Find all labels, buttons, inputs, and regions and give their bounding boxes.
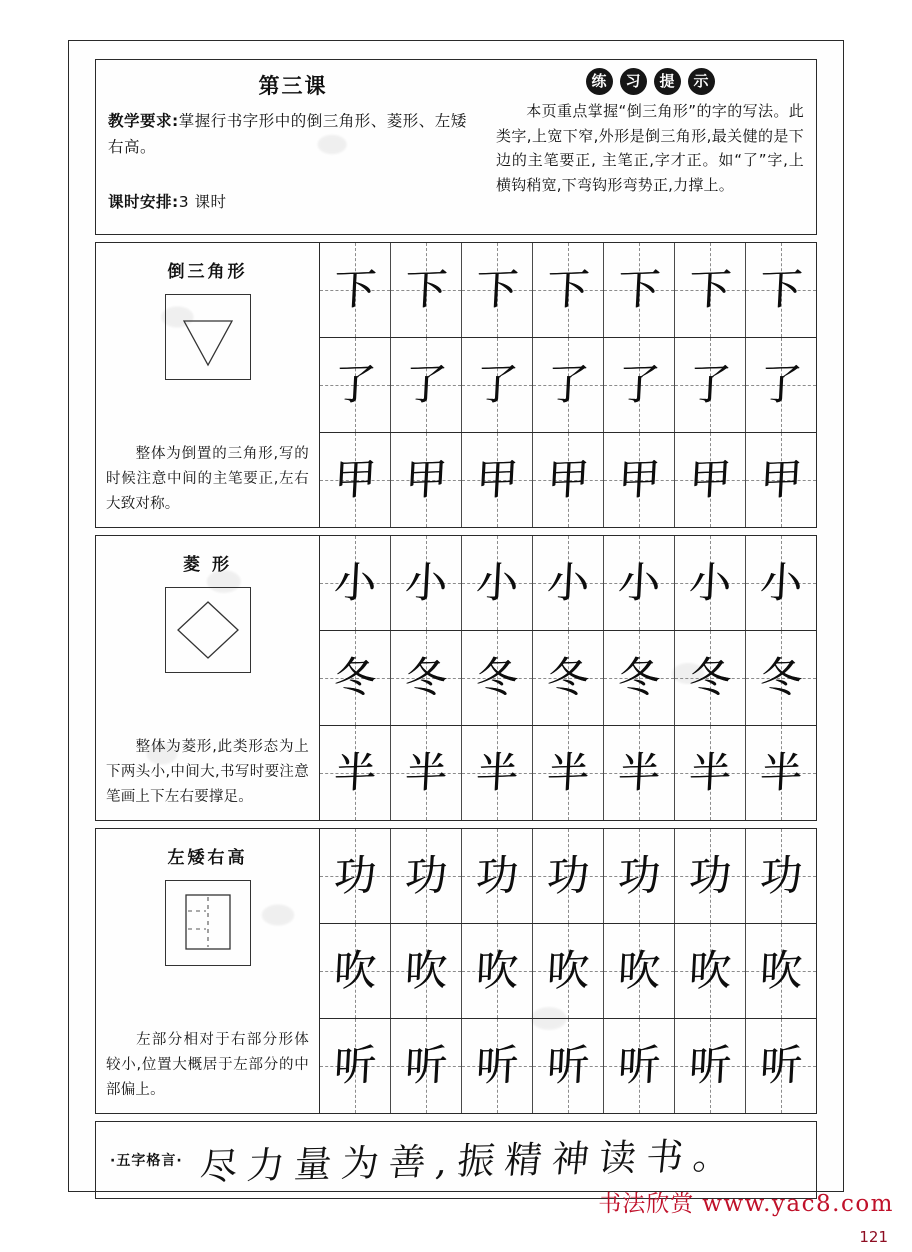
practice-tip-body: 本页重点掌握“倒三角形”的字的写法。此类字,上宽下窄,外形是倒三角形,最关健的是下边的主笔要正, 主笔正,字才正。如“了”字,上横钩稍宽,下弯钩形弯势正,力撑上。 <box>496 102 804 194</box>
practice-cell[interactable] <box>746 829 816 923</box>
practice-glyph: 听 <box>332 1040 378 1091</box>
section-2-description-text: 整体为菱形,此类形态为上下两头小,中间大,书写时要注意笔画上下左右要撑足。 <box>106 739 309 805</box>
practice-cell[interactable] <box>746 726 816 820</box>
practice-section-2 <box>95 535 817 821</box>
practice-cell[interactable] <box>391 243 462 337</box>
practice-cell[interactable] <box>533 1019 604 1113</box>
shape-diagram-left-short-right-tall <box>165 880 251 966</box>
practice-cell[interactable] <box>320 243 391 337</box>
section-1-grid <box>320 243 816 527</box>
lesson-header-right <box>488 60 816 234</box>
section-2-info <box>96 536 320 820</box>
practice-glyph: 下 <box>545 264 591 315</box>
practice-cell[interactable] <box>604 1019 675 1113</box>
practice-cell[interactable] <box>675 536 746 630</box>
practice-cell[interactable] <box>462 536 533 630</box>
practice-glyph: 吹 <box>474 945 520 996</box>
practice-glyph: 半 <box>403 747 449 798</box>
practice-glyph: 冬 <box>616 652 662 703</box>
practice-tip-badges <box>496 68 804 95</box>
practice-cell[interactable] <box>320 433 391 527</box>
practice-glyph: 吹 <box>616 945 662 996</box>
practice-cell[interactable] <box>462 924 533 1018</box>
practice-cell[interactable] <box>746 924 816 1018</box>
practice-cell[interactable] <box>533 829 604 923</box>
practice-glyph: 半 <box>474 747 520 798</box>
practice-row <box>320 924 816 1019</box>
practice-glyph: 下 <box>474 264 520 315</box>
class-schedule <box>108 190 478 212</box>
watermark-url: www.yac8.com <box>702 1191 894 1217</box>
practice-glyph: 甲 <box>403 454 449 505</box>
practice-glyph: 吹 <box>332 945 378 996</box>
practice-cell[interactable] <box>320 1019 391 1113</box>
practice-glyph: 小 <box>332 557 378 608</box>
class-schedule-text: 3 课时 <box>178 193 227 211</box>
section-3-grid <box>320 829 816 1113</box>
practice-cell[interactable] <box>391 338 462 432</box>
motto-label: ·五字格言· <box>110 1153 183 1169</box>
practice-cell[interactable] <box>391 1019 462 1113</box>
practice-cell[interactable] <box>675 631 746 725</box>
practice-cell[interactable] <box>462 726 533 820</box>
practice-glyph: 了 <box>474 359 520 410</box>
practice-glyph: 冬 <box>758 652 804 703</box>
practice-cell[interactable] <box>320 631 391 725</box>
teaching-requirement-text: 掌握行书字形中的倒三角形、菱形、左矮右高。 <box>108 112 467 156</box>
practice-cell[interactable] <box>675 829 746 923</box>
practice-row <box>320 829 816 924</box>
section-1-description-text: 整体为倒置的三角形,写的时候注意中间的主笔要正,左右大致对称。 <box>106 446 309 512</box>
practice-glyph: 半 <box>332 747 378 798</box>
section-1-info <box>96 243 320 527</box>
practice-glyph: 吹 <box>545 945 591 996</box>
practice-cell[interactable] <box>604 338 675 432</box>
practice-glyph: 下 <box>616 264 662 315</box>
practice-cell[interactable] <box>746 243 816 337</box>
practice-glyph: 冬 <box>332 652 378 703</box>
page-content <box>95 59 817 1199</box>
shape-diagram-inverted-triangle <box>165 294 251 380</box>
practice-cell[interactable] <box>391 829 462 923</box>
practice-glyph: 冬 <box>474 652 520 703</box>
practice-glyph: 功 <box>474 850 520 901</box>
practice-cell[interactable] <box>604 433 675 527</box>
class-schedule-label: 课时安排: <box>108 193 179 211</box>
practice-cell[interactable] <box>533 433 604 527</box>
practice-glyph: 了 <box>758 359 804 410</box>
practice-cell[interactable] <box>320 726 391 820</box>
practice-row <box>320 1019 816 1113</box>
practice-glyph: 半 <box>687 747 733 798</box>
practice-cell[interactable] <box>604 726 675 820</box>
practice-cell[interactable] <box>462 338 533 432</box>
practice-row <box>320 631 816 726</box>
practice-cell[interactable] <box>746 338 816 432</box>
practice-cell[interactable] <box>604 829 675 923</box>
section-2-grid <box>320 536 816 820</box>
practice-glyph: 甲 <box>332 454 378 505</box>
practice-glyph: 听 <box>403 1040 449 1091</box>
practice-glyph: 小 <box>616 557 662 608</box>
practice-cell[interactable] <box>533 924 604 1018</box>
practice-section-1 <box>95 242 817 528</box>
practice-glyph: 甲 <box>474 454 520 505</box>
practice-cell[interactable] <box>746 536 816 630</box>
book-page <box>68 40 844 1192</box>
practice-section-3 <box>95 828 817 1114</box>
practice-glyph: 甲 <box>616 454 662 505</box>
practice-glyph: 小 <box>474 557 520 608</box>
practice-cell[interactable] <box>462 243 533 337</box>
section-2-description <box>106 735 309 812</box>
practice-glyph: 下 <box>687 264 733 315</box>
practice-cell[interactable] <box>462 829 533 923</box>
lesson-header-left <box>96 60 488 234</box>
practice-cell[interactable] <box>604 924 675 1018</box>
practice-glyph: 功 <box>758 850 804 901</box>
teaching-requirement <box>108 108 478 160</box>
practice-cell[interactable] <box>675 338 746 432</box>
practice-glyph: 吹 <box>758 945 804 996</box>
practice-cell[interactable] <box>675 924 746 1018</box>
practice-cell[interactable] <box>391 631 462 725</box>
practice-glyph: 冬 <box>403 652 449 703</box>
practice-glyph: 吹 <box>403 945 449 996</box>
practice-glyph: 甲 <box>545 454 591 505</box>
section-1-description <box>106 442 309 519</box>
practice-cell[interactable] <box>533 631 604 725</box>
practice-cell[interactable] <box>675 243 746 337</box>
practice-glyph: 功 <box>687 850 733 901</box>
practice-row <box>320 433 816 527</box>
practice-glyph: 功 <box>616 850 662 901</box>
section-3-info <box>96 829 320 1113</box>
section-3-title: 左矮右高 <box>167 848 248 868</box>
practice-glyph: 甲 <box>687 454 733 505</box>
practice-glyph: 半 <box>545 747 591 798</box>
practice-cell[interactable] <box>746 1019 816 1113</box>
practice-cell[interactable] <box>604 243 675 337</box>
section-2-title: 菱 形 <box>183 555 232 575</box>
tip-badge-1: 练 <box>586 68 613 95</box>
practice-glyph: 听 <box>474 1040 520 1091</box>
practice-glyph: 小 <box>687 557 733 608</box>
practice-cell[interactable] <box>675 433 746 527</box>
practice-cell[interactable] <box>391 924 462 1018</box>
practice-row <box>320 243 816 338</box>
practice-cell[interactable] <box>533 726 604 820</box>
practice-cell[interactable] <box>391 536 462 630</box>
practice-cell[interactable] <box>462 1019 533 1113</box>
practice-cell[interactable] <box>391 726 462 820</box>
practice-cell[interactable] <box>462 433 533 527</box>
practice-glyph: 听 <box>758 1040 804 1091</box>
practice-glyph: 下 <box>758 264 804 315</box>
practice-glyph: 吹 <box>687 945 733 996</box>
practice-glyph: 下 <box>403 264 449 315</box>
watermark-chinese: 书法欣赏 <box>598 1191 695 1217</box>
practice-glyph: 听 <box>545 1040 591 1091</box>
practice-glyph: 功 <box>403 850 449 901</box>
practice-glyph: 下 <box>332 264 378 315</box>
section-3-description-text: 左部分相对于右部分形体较小,位置大概居于左部分的中部偏上。 <box>106 1032 309 1098</box>
tip-badge-2: 习 <box>620 68 647 95</box>
section-1-title: 倒三角形 <box>167 262 248 282</box>
practice-tip-text <box>496 99 804 197</box>
practice-glyph: 小 <box>758 557 804 608</box>
practice-cell[interactable] <box>320 829 391 923</box>
practice-cell[interactable] <box>604 631 675 725</box>
page-number: 121 <box>859 1228 888 1246</box>
practice-cell[interactable] <box>675 1019 746 1113</box>
motto-text: 尽力量为善,振精神读书。 <box>197 1133 743 1188</box>
practice-row <box>320 338 816 433</box>
practice-glyph: 听 <box>687 1040 733 1091</box>
practice-cell[interactable] <box>604 536 675 630</box>
practice-glyph: 小 <box>545 557 591 608</box>
practice-cell[interactable] <box>746 631 816 725</box>
practice-glyph: 了 <box>403 359 449 410</box>
tip-badge-4: 示 <box>688 68 715 95</box>
lesson-title: 第三课 <box>258 74 328 98</box>
practice-cell[interactable] <box>533 536 604 630</box>
practice-cell[interactable] <box>533 243 604 337</box>
site-watermark <box>598 1185 894 1218</box>
practice-glyph: 了 <box>687 359 733 410</box>
practice-glyph: 了 <box>616 359 662 410</box>
practice-cell[interactable] <box>320 338 391 432</box>
practice-glyph: 冬 <box>545 652 591 703</box>
practice-cell[interactable] <box>320 924 391 1018</box>
practice-glyph: 功 <box>332 850 378 901</box>
practice-glyph: 半 <box>616 747 662 798</box>
practice-cell[interactable] <box>462 631 533 725</box>
practice-glyph: 了 <box>545 359 591 410</box>
practice-cell[interactable] <box>675 726 746 820</box>
practice-cell[interactable] <box>746 433 816 527</box>
tip-badge-3: 提 <box>654 68 681 95</box>
section-3-description <box>106 1028 309 1105</box>
practice-row <box>320 536 816 631</box>
practice-glyph: 甲 <box>758 454 804 505</box>
practice-glyph: 听 <box>616 1040 662 1091</box>
practice-glyph: 小 <box>403 557 449 608</box>
lesson-header <box>95 59 817 235</box>
teaching-requirement-label: 教学要求: <box>108 112 179 130</box>
practice-cell[interactable] <box>391 433 462 527</box>
practice-cell[interactable] <box>320 536 391 630</box>
practice-glyph: 了 <box>332 359 378 410</box>
practice-glyph: 功 <box>545 850 591 901</box>
practice-cell[interactable] <box>533 338 604 432</box>
practice-row <box>320 726 816 820</box>
practice-glyph: 冬 <box>687 652 733 703</box>
practice-glyph: 半 <box>758 747 804 798</box>
shape-diagram-rhombus <box>165 587 251 673</box>
